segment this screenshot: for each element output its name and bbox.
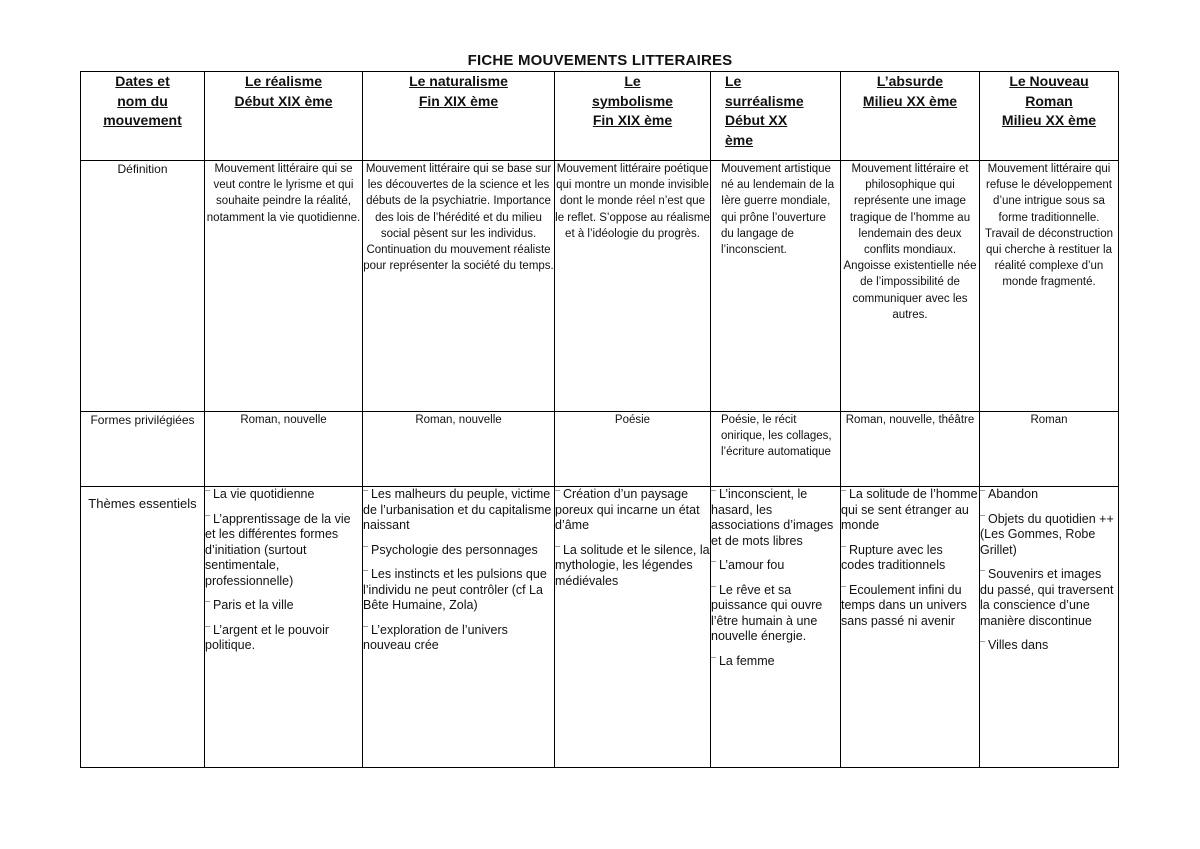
theme-item bbox=[363, 623, 554, 654]
formes-cell: Roman, nouvelle, théâtre bbox=[841, 412, 980, 487]
header-realisme bbox=[205, 72, 363, 161]
themes-cell bbox=[980, 487, 1119, 768]
theme-item-text: La solitude de l’homme qui se sent étranger au monde bbox=[841, 487, 978, 532]
bullet-dash-icon: ¯ bbox=[711, 560, 716, 570]
bullet-dash-icon: ¯ bbox=[205, 489, 210, 499]
themes-cell bbox=[555, 487, 711, 768]
header-line: ème bbox=[725, 131, 754, 148]
formes-cell: Roman bbox=[980, 412, 1119, 487]
theme-item-text: Villes dans bbox=[987, 638, 1049, 652]
header-line: Début XIX ème bbox=[234, 92, 333, 109]
formes-row bbox=[81, 412, 1119, 487]
bullet-dash-icon: ¯ bbox=[980, 489, 985, 499]
formes-cell: Roman, nouvelle bbox=[205, 412, 363, 487]
themes-cell bbox=[841, 487, 980, 768]
row-label-formes: Formes privilégiées bbox=[81, 412, 205, 487]
theme-item bbox=[205, 487, 362, 503]
theme-item-text: L’inconscient, le hasard, les associations d’images et de mots libres bbox=[711, 487, 834, 548]
definition-cell: Mouvement littéraire qui se veut contre le lyrisme et qui souhaite peindre la réalité, notamment la vie quotidienne. bbox=[205, 161, 363, 412]
themes-cell bbox=[363, 487, 555, 768]
theme-item-text: Paris et la ville bbox=[212, 598, 294, 612]
theme-item-text: Objets du quotidien ++(Les Gommes, Robe Grillet) bbox=[980, 511, 1114, 557]
theme-item bbox=[980, 638, 1118, 654]
theme-item-text: Création d’un paysage poreux qui incarne un état d’âme bbox=[555, 487, 700, 532]
definition-cell: Mouvement littéraire et philosophique qui représente une image tragique de l’homme au lendemain des deux conflits mondiaux. Angoisse existentielle née de l’impossibilité de communiquer avec les autres. bbox=[841, 161, 980, 412]
header-line: Le réalisme bbox=[244, 73, 323, 89]
theme-item bbox=[841, 543, 979, 574]
theme-item-text: L’exploration de l’univers nouveau crée bbox=[363, 622, 508, 652]
formes-cell: Poésie bbox=[555, 412, 711, 487]
theme-item-text: La vie quotidienne bbox=[212, 487, 315, 501]
definition-cell: Mouvement littéraire poétique qui montre un monde invisible dont le monde réel n’est que le reflet. S’oppose au réalisme et à l’idéologie du progrès. bbox=[555, 161, 711, 412]
bullet-dash-icon: ¯ bbox=[711, 584, 716, 595]
theme-item-text: Souvenirs et images du passé, qui traversent la conscience d’une manière discontinue bbox=[980, 567, 1114, 628]
bullet-dash-icon: ¯ bbox=[980, 569, 985, 579]
themes-cell bbox=[711, 487, 841, 768]
theme-item bbox=[980, 512, 1118, 559]
bullet-dash-icon: ¯ bbox=[363, 569, 368, 579]
theme-item bbox=[363, 567, 554, 614]
themes-row bbox=[81, 487, 1119, 768]
theme-item-text: L’amour fou bbox=[718, 558, 785, 572]
theme-item-text: Psychologie des personnages bbox=[370, 542, 538, 557]
theme-item bbox=[711, 487, 840, 549]
theme-item-text: Abandon bbox=[987, 487, 1039, 501]
bullet-dash-icon: ¯ bbox=[363, 624, 368, 635]
bullet-dash-icon: ¯ bbox=[363, 489, 368, 499]
header-line: Roman bbox=[1025, 92, 1073, 109]
header-surrealisme bbox=[711, 72, 841, 161]
theme-item bbox=[363, 543, 554, 559]
row-label-definition: Définition bbox=[81, 161, 205, 412]
header-line: Le naturalisme bbox=[409, 73, 508, 89]
page-title: FICHE MOUVEMENTS LITTERAIRES bbox=[467, 52, 733, 69]
theme-item bbox=[711, 558, 840, 574]
theme-item bbox=[205, 512, 362, 590]
header-line: Milieu XX ème bbox=[1001, 112, 1097, 128]
bullet-dash-icon: ¯ bbox=[841, 544, 846, 555]
bullet-dash-icon: ¯ bbox=[555, 489, 560, 499]
header-line: nom du bbox=[117, 92, 168, 109]
row-label-themes: Thèmes essentiels bbox=[81, 487, 205, 768]
bullet-dash-icon: ¯ bbox=[980, 640, 985, 650]
theme-item bbox=[205, 623, 362, 654]
header-line: Le bbox=[725, 73, 742, 89]
definition-cell: Mouvement littéraire qui se base sur les découvertes de la science et les débuts de la psychiatrie. Importance des lois de l’hérédité et du milieu social pèsent sur les individus. Continuation du mouvement réaliste pour représenter la société du temps. bbox=[363, 161, 555, 412]
header-line: Dates et bbox=[115, 73, 170, 89]
theme-item-text: Les malheurs du peuple, victime de l’urbanisation et du capitalisme naissant bbox=[363, 487, 552, 532]
header-line: Milieu XX ème bbox=[862, 92, 958, 109]
header-row bbox=[81, 72, 1119, 161]
header-line: surréalisme bbox=[725, 92, 804, 109]
theme-item-text: Ecoulement infini du temps dans un univers sans passé ni avenir bbox=[841, 582, 967, 628]
header-line: Fin XIX ème bbox=[418, 92, 499, 109]
theme-item bbox=[841, 583, 979, 630]
header-line: Le Nouveau bbox=[1009, 73, 1089, 89]
themes-cell bbox=[205, 487, 363, 768]
bullet-dash-icon: ¯ bbox=[555, 544, 560, 555]
theme-item bbox=[841, 487, 979, 534]
movements-table bbox=[80, 71, 1119, 768]
bullet-dash-icon: ¯ bbox=[841, 584, 846, 595]
theme-item-text: L’apprentissage de la vie et les différentes formes d’initiation (surtout sentimentale, professionnelle) bbox=[205, 511, 351, 588]
bullet-dash-icon: ¯ bbox=[363, 544, 368, 555]
theme-item bbox=[711, 654, 840, 670]
bullet-dash-icon: ¯ bbox=[980, 513, 985, 524]
header-line: Fin XIX ème bbox=[592, 112, 673, 128]
definition-cell: Mouvement littéraire qui refuse le développement d’une intrigue sous sa forme traditionnelle. Travail de déconstruction qui cherche à restituer la réalité complexe d’un monde fragmenté. bbox=[980, 161, 1119, 412]
bullet-dash-icon: ¯ bbox=[711, 489, 716, 499]
theme-item-text: Les instincts et les pulsions que l’individu ne peut contrôler (cf La Bête Humaine, Zola) bbox=[363, 567, 547, 612]
theme-item bbox=[711, 583, 840, 645]
header-symbolisme bbox=[555, 72, 711, 161]
definition-cell: Mouvement artistique né au lendemain de la Ière guerre mondiale, qui prône l’ouverture du langage de l’inconscient. bbox=[711, 161, 841, 412]
bullet-dash-icon: ¯ bbox=[841, 489, 846, 499]
header-line: Début XX bbox=[725, 112, 788, 128]
theme-item bbox=[555, 543, 710, 590]
theme-item bbox=[555, 487, 710, 534]
header-nouveau-roman bbox=[980, 72, 1119, 161]
formes-cell: Roman, nouvelle bbox=[363, 412, 555, 487]
theme-item bbox=[363, 487, 554, 534]
header-absurde bbox=[841, 72, 980, 161]
theme-item-text: La solitude et le silence, la mythologie, les légendes médiévales bbox=[555, 542, 710, 588]
theme-item bbox=[980, 487, 1118, 503]
theme-item-text: Le rêve et sa puissance qui ouvre l’être humain à une nouvelle énergie. bbox=[711, 582, 823, 643]
theme-item bbox=[980, 567, 1118, 629]
bullet-dash-icon: ¯ bbox=[205, 513, 210, 524]
theme-item bbox=[205, 598, 362, 614]
header-line: L’absurde bbox=[876, 73, 944, 89]
header-dates-nom bbox=[81, 72, 205, 161]
theme-item-text: La femme bbox=[718, 653, 775, 668]
bullet-dash-icon: ¯ bbox=[711, 655, 716, 666]
header-naturalisme bbox=[363, 72, 555, 161]
formes-cell: Poésie, le récit onirique, les collages, l’écriture automatique bbox=[711, 412, 841, 487]
header-line: mouvement bbox=[103, 112, 182, 128]
header-line: Le bbox=[624, 73, 641, 89]
definition-row bbox=[81, 161, 1119, 412]
theme-item-text: L’argent et le pouvoir politique. bbox=[205, 622, 330, 652]
theme-item-text: Rupture avec les codes traditionnels bbox=[841, 542, 946, 572]
bullet-dash-icon: ¯ bbox=[205, 624, 210, 635]
header-line: symbolisme bbox=[592, 92, 673, 109]
bullet-dash-icon: ¯ bbox=[205, 600, 210, 610]
